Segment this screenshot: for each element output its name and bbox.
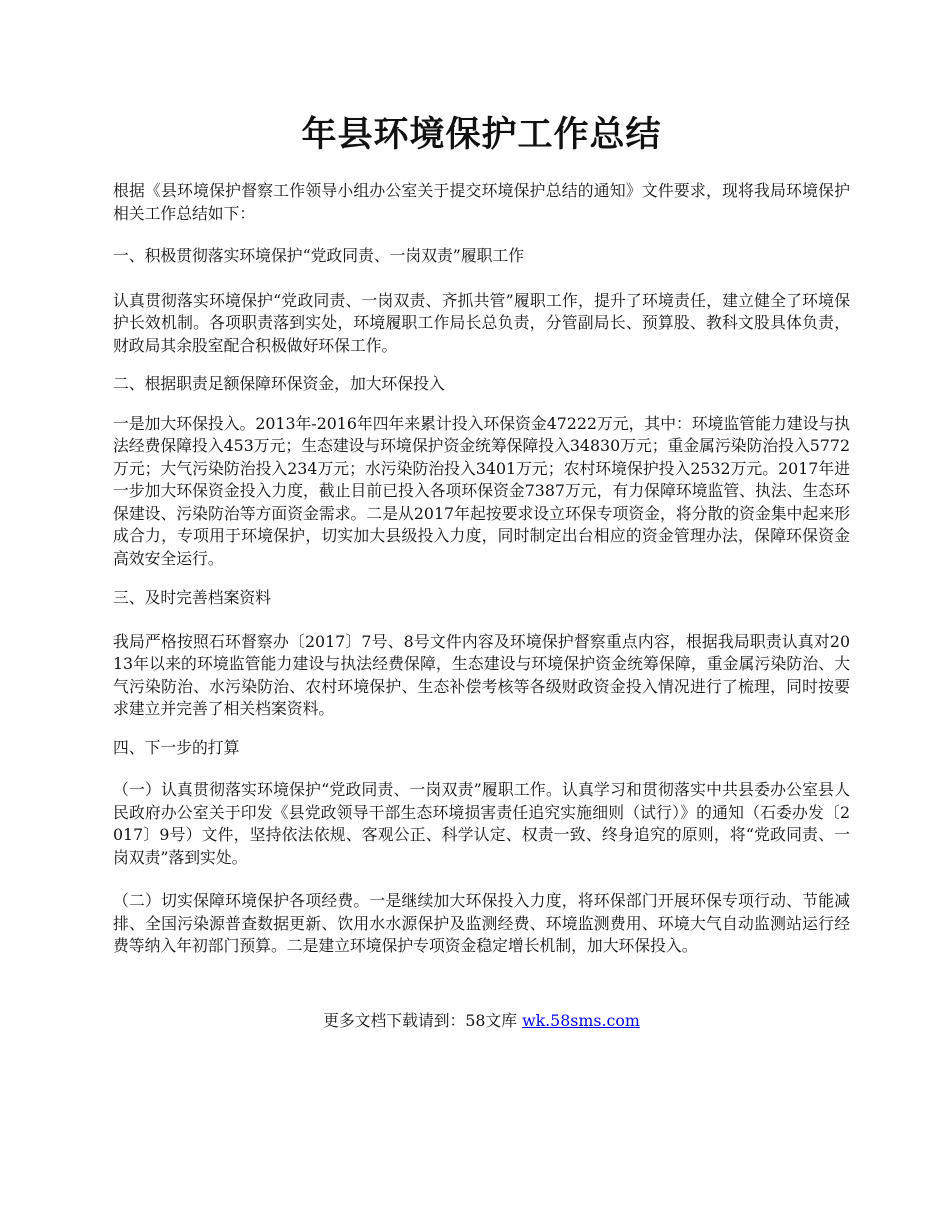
download-footer xyxy=(113,1009,850,1033)
document-body xyxy=(113,180,850,958)
section-2-heading: 二、根据职责足额保障环保资金，加大环保投入 xyxy=(113,374,445,393)
section-2-body: 一是加大环保投入。2013年-2016年四年来累计投入环保资金47222万元，其中：环境监管能力建设与执法经费保障投入453万元；生态建设与环境保护资金统筹保障投入34830万元；重金属污染防治投入5772万元；大气污染防治投入234万元；水污染防治投入3401万元；农村环境保护投入2532万元。2017年进一步加大环保资金投入力度，截止目前已投入各项环保资金7387万元，有力保障环境监管、执法、生态环保建设、污染防治等方面资金需求。二是从2017年起按要求设立环保专项资金，将分散的资金集中起来形成合力，专项用于环境保护，切实加大县级投入力度，同时制定出台相应的资金管理办法，保障环保资金高效安全运行。 xyxy=(113,413,850,568)
section-1-body: 认真贯彻落实环境保护“党政同责、一岗双责、齐抓共管”履职工作，提升了环境责任，建立健全了环境保护长效机制。各项职责落到实处，环境履职工作局长总负责，分管副局长、预算股、教科文股具体负责，财政局其余股室配合积极做好环保工作。 xyxy=(113,290,850,355)
section-1-heading: 一、积极贯彻落实环境保护“党政同责、一岗双责”履职工作 xyxy=(113,246,525,265)
section-4-item-2: （二）切实保障环境保护各项经费。一是继续加大环保投入力度，将环保部门开展环保专项行动、节能减排、全国污染源普查数据更新、饮用水水源保护及监测经费、环境监测费用、环境大气自动监测站运行经费等纳入年初部门预算。二是建立环境保护专项资金稳定增长机制，加大环保投入。 xyxy=(113,891,850,955)
section-4-heading: 四、下一步的打算 xyxy=(113,737,240,757)
section-3-heading: 三、及时完善档案资料 xyxy=(113,588,271,607)
footer-link[interactable]: wk.58sms.com xyxy=(522,1011,640,1030)
footer-text: 更多文档下载请到：58文库 xyxy=(323,1011,518,1030)
section-3-body: 我局严格按照石环督察办〔2017〕7号、8号文件内容及环境保护督察重点内容，根据我局职责认真对2013年以来的环境监管能力建设与执法经费保障，生态建设与环境保护资金统筹保障，重金属污染防治、大气污染防治、水污染防治、农村环境保护、生态补偿考核等各级财政资金投入情况进行了梳理，同时按要求建立并完善了相关档案资料。 xyxy=(113,631,850,718)
intro-paragraph: 根据《县环境保护督察工作领导小组办公室关于提交环境保护总结的通知》文件要求，现将我局环境保护相关工作总结如下： xyxy=(113,181,850,223)
document-title: 年县环境保护工作总结 xyxy=(301,114,662,155)
section-4-item-1: （一）认真贯彻落实环境保护“党政同责、一岗双责”履职工作。认真学习和贯彻落实中共县委办公室县人民政府办公室关于印发《县党政领导干部生态环境损害责任追究实施细则（试行）》的通知（石委办发〔2017〕9号）文件，坚持依法依规、客观公正、科学认定、权责一致、终身追究的原则，将“党政同责、一岗双责”落到实处。 xyxy=(113,780,850,867)
